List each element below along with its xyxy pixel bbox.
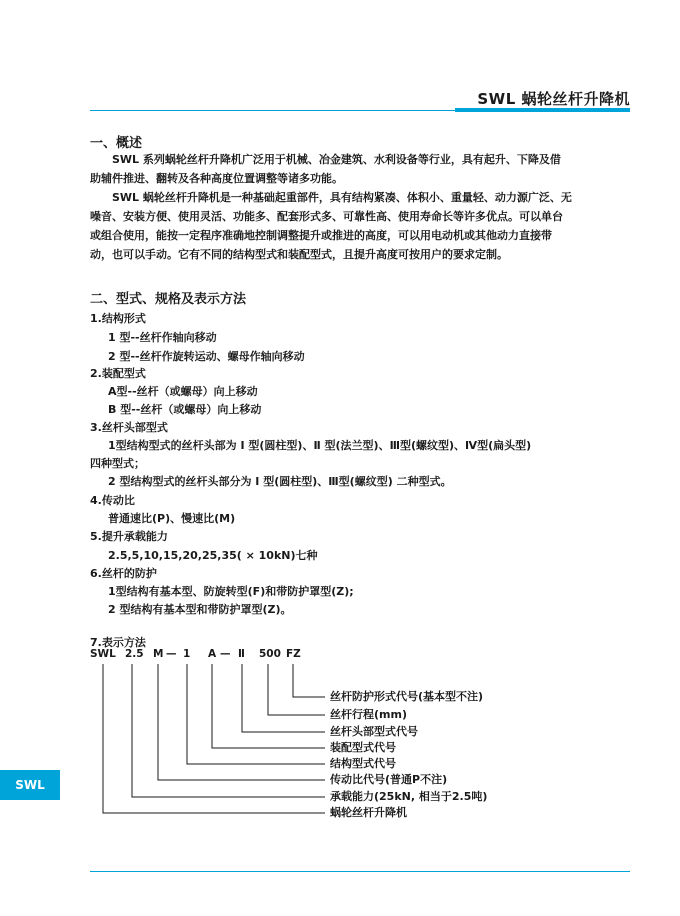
s3-item-a: 1型结构型式的丝杆头部为 Ⅰ 型(圆柱型)、Ⅱ 型(法兰型)、Ⅲ型(螺纹型)、Ⅳ型(扁头型) <box>108 439 532 452</box>
section2-heading: 二、型式、规格及表示方法 <box>90 292 247 307</box>
label-load: 承载能力(25kN, 相当于2.5吨) <box>330 790 488 803</box>
s6-item-a: 1型结构有基本型、防旋转型(F)和带防护罩型(Z); <box>108 585 354 598</box>
s7-title: 7.表示方法 <box>90 636 146 649</box>
leader-head <box>242 664 325 732</box>
s1-title: 1.结构形式 <box>90 312 146 325</box>
s2-item-a: A型--丝杆（或螺母）向上移动 <box>108 385 258 398</box>
s6-item-b: 2 型结构有基本型和带防护罩型(Z)。 <box>108 603 292 616</box>
section1-para1-line1: SWL 系列蜗轮丝杆升降机广泛用于机械、冶金建筑、水利设备等行业，具有起升、下降及借 <box>112 153 561 166</box>
leader-swl <box>103 664 325 813</box>
s1-item-a: 1 型--丝杆作轴向移动 <box>108 331 217 344</box>
label-product: 蜗轮丝杆升降机 <box>330 806 407 819</box>
code-assembly: A <box>208 648 217 660</box>
s2-title: 2.装配型式 <box>90 367 146 380</box>
section1-para2-line4: 动，也可以手动。它有不同的结构型式和装配型式，且提升高度可按用户的要求定制。 <box>90 248 508 261</box>
label-head-type: 丝杆头部型式代号 <box>330 725 418 738</box>
page-title: SWL 蜗轮丝杆升降机 <box>477 90 630 108</box>
section1-para2-line2: 噪音、安装方便、使用灵活、功能多、配套形式多、可靠性高、使用寿命长等许多优点。可以单台 <box>90 210 563 223</box>
section1-para1-line2: 助辅件推进、翻转及各种高度位置调整等诸多功能。 <box>90 172 343 185</box>
leader-struct <box>187 664 325 764</box>
leader-stroke <box>268 664 325 715</box>
s5-title: 5.提升承载能力 <box>90 530 168 543</box>
code-load: 2.5 <box>125 648 144 660</box>
code-head: Ⅱ <box>238 648 245 660</box>
leader-load <box>132 664 325 797</box>
leader-protect <box>293 664 325 697</box>
s1-item-b: 2 型--丝杆作旋转运动、螺母作轴向移动 <box>108 350 305 363</box>
label-stroke: 丝杆行程(mm) <box>330 708 407 721</box>
footer-rule <box>90 871 630 872</box>
s3-item-b: 2 型结构型式的丝杆头部分为 Ⅰ 型(圆柱型)、Ⅲ型(螺纹型) 二种型式。 <box>108 475 452 488</box>
code-ratio: M <box>153 648 164 660</box>
s2-item-b: B 型--丝杆（或螺母）向上移动 <box>108 403 262 416</box>
label-structure: 结构型式代号 <box>330 757 396 770</box>
section1-para2-line3: 或组合使用，能按一定程序准确地控制调整提升或推进的高度，可以用电动机或其他动力直接带 <box>90 229 552 242</box>
section1-heading: 一、概述 <box>90 136 143 151</box>
s3-title: 3.丝杆头部型式 <box>90 421 168 434</box>
code-struct: 1 <box>183 648 191 660</box>
s5-item-a: 2.5,5,10,15,20,25,35( × 10kN)七种 <box>108 549 318 562</box>
label-protection: 丝杆防护形式代号(基本型不注) <box>330 690 484 703</box>
s3-item-a-cont: 四种型式； <box>90 457 145 470</box>
code-dash-1: — <box>166 648 177 660</box>
code-swl: SWL <box>90 648 116 660</box>
section1-para2-line1: SWL 蜗轮丝杆升降机是一种基础起重部件，具有结构紧凑、体积小、重量轻、动力源广泛、无 <box>112 191 572 204</box>
code-stroke: 500 <box>259 648 281 660</box>
code-dash-2: — <box>220 648 231 660</box>
code-protect: FZ <box>286 648 301 660</box>
label-ratio: 传动比代号(普通P不注) <box>330 773 448 786</box>
side-tab: SWL <box>0 770 60 800</box>
s6-title: 6.丝杆的防护 <box>90 567 157 580</box>
s4-item-a: 普通速比(P)、慢速比(M) <box>108 512 236 525</box>
s4-title: 4.传动比 <box>90 494 135 507</box>
label-assembly: 装配型式代号 <box>330 741 396 754</box>
